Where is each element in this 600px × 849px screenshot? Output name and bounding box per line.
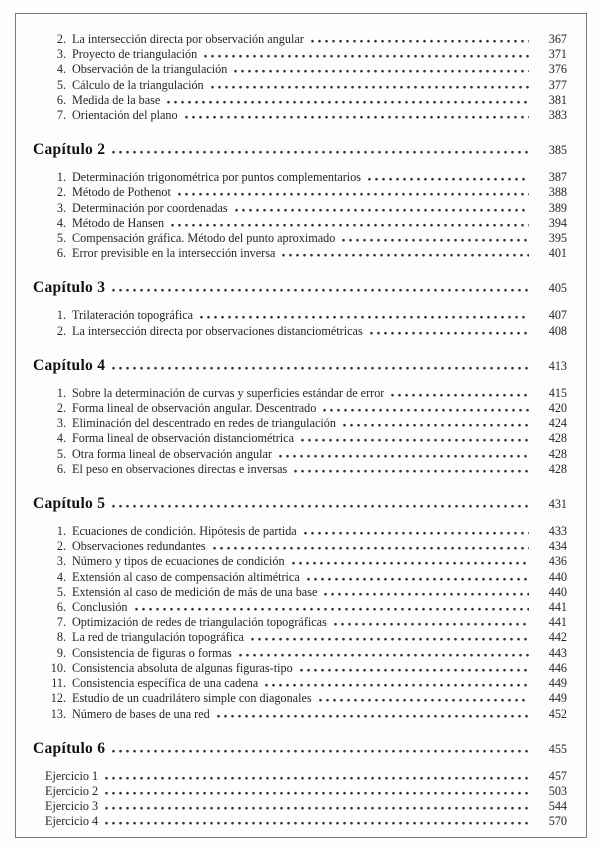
entry-page-number: 440 [548,569,567,584]
dot-leader [112,288,529,292]
dot-leader [167,100,529,104]
entry-page-number: 440 [548,584,567,599]
dot-leader [185,115,529,119]
dot-leader [311,39,529,43]
entry-page-number: 441 [548,615,567,630]
entry-title: Consistencia absoluta de algunas figuras-tipo [72,660,293,675]
entry-number: 2. [56,401,66,416]
toc-entry [33,108,567,123]
toc-entry [33,462,567,477]
entry-title: La intersección directa por observaciones distanciométricas [72,323,363,338]
entry-page-number: 428 [548,461,567,476]
entry-page-number: 446 [548,660,567,675]
entry-page-number: 395 [548,231,567,246]
entry-title: Método de Pothenot [72,185,171,200]
toc-entry [33,554,567,569]
entry-page-number: 408 [548,323,567,338]
entry-title: Optimización de redes de triangulación topográficas [72,615,327,630]
entry-number: 13. [50,706,66,721]
entry-title: Orientación del plano [72,108,178,123]
entry-page-number: 570 [548,814,567,829]
entry-page-number: 371 [548,47,567,62]
entry-number: 4. [56,569,66,584]
entry-number: 4. [56,215,66,230]
entry-page-number: 387 [548,170,567,185]
toc-entry [33,585,567,600]
dot-leader [279,454,529,458]
dot-leader [370,331,529,335]
toc-entry [33,78,567,93]
entry-number: 7. [56,615,66,630]
entry-title: Determinación trigonométrica por puntos complementarios [72,170,362,185]
entry-number: 2. [56,539,66,554]
dot-leader [319,698,529,702]
entry-page-number: 449 [548,691,567,706]
toc-section [33,356,567,477]
dot-leader [368,177,529,181]
entry-number: 9. [56,645,66,660]
toc-entry [33,539,567,554]
chapter-page-number: 431 [548,497,567,512]
entry-title: Ejercicio 1 [45,768,99,783]
dot-leader [105,806,529,810]
toc-entry [33,185,567,200]
toc-entry [33,324,567,339]
dot-leader [178,192,529,196]
entry-title: Sobre la determinación de curvas y superficies estándar de error [72,385,385,400]
toc-entry [33,170,567,185]
dot-leader [301,438,529,442]
entry-title: Determinación por coordenadas [72,200,228,215]
dot-leader [323,408,529,412]
entry-title: Ejercicio 3 [45,799,99,814]
dot-leader [112,749,529,753]
chapter-heading-row [33,140,567,159]
dot-leader [217,714,529,718]
toc-entry [33,707,567,722]
entry-page-number: 428 [548,431,567,446]
dot-leader [112,366,529,370]
entry-page-number: 442 [548,630,567,645]
toc-entry [33,524,567,539]
chapter-title: Capítulo 4 [33,356,106,374]
entry-number: 1. [56,524,66,539]
toc-entry [33,799,567,814]
entry-page-number: 383 [548,108,567,123]
entry-page-number: 415 [548,385,567,400]
entry-number: 1. [56,170,66,185]
toc-section [33,278,567,338]
dot-leader [200,315,529,319]
entry-number: 5. [56,77,66,92]
entry-number: 6. [56,600,66,615]
toc-entry [33,570,567,585]
toc-section [33,140,567,261]
entry-number: 6. [56,92,66,107]
entry-page-number: 428 [548,446,567,461]
entry-title: Número y tipos de ecuaciones de condición [72,554,285,569]
entry-title: Otra forma lineal de observación angular [72,446,272,461]
entry-page-number: 441 [548,600,567,615]
entry-title: Observación de la triangulación [72,62,228,77]
entry-title: Método de Hansen [72,215,165,230]
toc-entry [33,308,567,323]
dot-leader [105,821,529,825]
entry-page-number: 420 [548,401,567,416]
toc-entry [33,216,567,231]
chapter-heading-row [33,739,567,758]
toc-entry [33,646,567,661]
dot-leader [300,668,529,672]
dot-leader [294,469,529,473]
entry-number: 8. [56,630,66,645]
entry-number: 5. [56,446,66,461]
toc-section [33,494,567,722]
chapter-heading-row [33,356,567,375]
toc-entry [33,32,567,47]
toc-entry [33,769,567,784]
entry-page-number: 544 [548,799,567,814]
dot-leader [204,54,529,58]
entry-title: Conclusión [72,600,128,615]
entry-number: 5. [56,584,66,599]
entry-number: 5. [56,231,66,246]
dot-leader [343,423,529,427]
toc-entry [33,416,567,431]
entry-title: Forma lineal de observación distanciométrica [72,431,295,446]
entry-number: 1. [56,308,66,323]
entry-number: 3. [56,200,66,215]
entry-title: La intersección directa por observación angular [72,32,304,46]
toc-entry [33,447,567,462]
toc-entry [33,246,567,261]
dot-leader [292,561,529,565]
dot-leader [112,150,529,154]
dot-leader [334,622,529,626]
entry-title: Consistencia específica de una cadena [72,676,259,691]
entry-title: El peso en observaciones directas e inversas [72,461,288,476]
toc-entry [33,386,567,401]
entry-page-number: 377 [548,77,567,92]
entry-title: Número de bases de una red [72,706,210,721]
toc-entry [33,814,567,829]
entry-number: 6. [56,246,66,261]
dot-leader [239,653,529,657]
entry-number: 3. [56,554,66,569]
entry-title: Consistencia de figuras o formas [72,645,232,660]
dot-leader [112,504,529,508]
chapter-title: Capítulo 3 [33,279,106,297]
chapter-heading-row [33,278,567,297]
entry-number: 3. [56,47,66,62]
entry-page-number: 457 [548,768,567,783]
entry-page-number: 388 [548,185,567,200]
toc-entry [33,661,567,676]
toc-entry [33,691,567,706]
entry-page-number: 389 [548,200,567,215]
toc-entry [33,676,567,691]
dot-leader [324,592,529,596]
entry-title: Proyecto de triangulación [72,47,198,62]
chapter-page-number: 405 [548,281,567,296]
dot-leader [234,69,529,73]
entry-title: Compensación gráfica. Método del punto aproximado [72,231,336,246]
entry-title: Extensión al caso de compensación altimétrica [72,569,300,584]
toc-entry [33,93,567,108]
entry-title: Eliminación del descentrado en redes de triangulación [72,416,336,431]
entry-title: Medida de la base [72,92,161,107]
entry-page-number: 424 [548,416,567,431]
entry-number: 4. [56,62,66,77]
toc-entry [33,615,567,630]
entry-page-number: 407 [548,308,567,323]
chapter-heading-row [33,494,567,513]
entry-page-number: 503 [548,783,567,798]
dot-leader [342,238,529,242]
entry-page-number: 376 [548,62,567,77]
dot-leader [213,546,529,550]
entry-title: Error previsible en la intersección inversa [72,246,276,261]
toc-entry [33,431,567,446]
entry-page-number: 436 [548,554,567,569]
entry-title: Observaciones redundantes [72,539,206,554]
entry-number: 4. [56,431,66,446]
entry-title: Extensión al caso de medición de más de una base [72,584,318,599]
entry-page-number: 401 [548,246,567,261]
entry-number: 10. [50,660,66,675]
dot-leader [135,607,529,611]
entry-title: Forma lineal de observación angular. Descentrado [72,401,317,416]
dot-leader [251,637,529,641]
dot-leader [282,253,529,257]
entry-page-number: 433 [548,524,567,539]
dot-leader [105,776,529,780]
dot-leader [211,85,529,89]
dot-leader [105,791,529,795]
entry-page-number: 394 [548,215,567,230]
entry-number: 3. [56,416,66,431]
chapter-page-number: 455 [548,741,567,756]
entry-number: 11. [51,676,66,691]
toc-entry [33,62,567,77]
dot-leader [171,223,529,227]
dot-leader [391,393,529,397]
entry-number: 2. [56,323,66,338]
toc-entry [33,47,567,62]
entry-page-number: 443 [548,645,567,660]
entry-title: Ejercicio 2 [45,783,99,798]
entry-number: 12. [50,691,66,706]
entry-title: Ecuaciones de condición. Hipótesis de partida [72,524,297,539]
toc-section [33,32,567,123]
toc-section [33,739,567,830]
entry-page-number: 434 [548,539,567,554]
entry-number: 6. [56,461,66,476]
toc-entry [33,201,567,216]
entry-page-number: 452 [548,706,567,721]
toc-entry [33,784,567,799]
entry-title: La red de triangulación topográfica [72,630,244,645]
entry-number: 2. [56,185,66,200]
dot-leader [304,531,529,535]
toc-entry [33,231,567,246]
entry-title: Trilateración topográfica [72,308,194,323]
chapter-title: Capítulo 2 [33,141,106,159]
entry-title: Estudio de un cuadrilátero simple con diagonales [72,691,312,706]
entry-page-number: 449 [548,676,567,691]
chapter-title: Capítulo 5 [33,495,106,513]
entry-page-number: 381 [548,92,567,107]
entry-page-number: 367 [548,32,567,46]
toc-entry [33,600,567,615]
entry-number: 7. [56,108,66,123]
entry-number: 1. [56,385,66,400]
chapter-title: Capítulo 6 [33,739,106,757]
chapter-page-number: 385 [548,143,567,158]
dot-leader [265,683,529,687]
entry-number: 2. [56,32,66,46]
dot-leader [307,577,529,581]
entry-title: Cálculo de la triangulación [72,77,204,92]
dot-leader [235,208,529,212]
entry-title: Ejercicio 4 [45,814,99,829]
toc-entry [33,630,567,645]
chapter-page-number: 413 [548,358,567,373]
toc-entry [33,401,567,416]
